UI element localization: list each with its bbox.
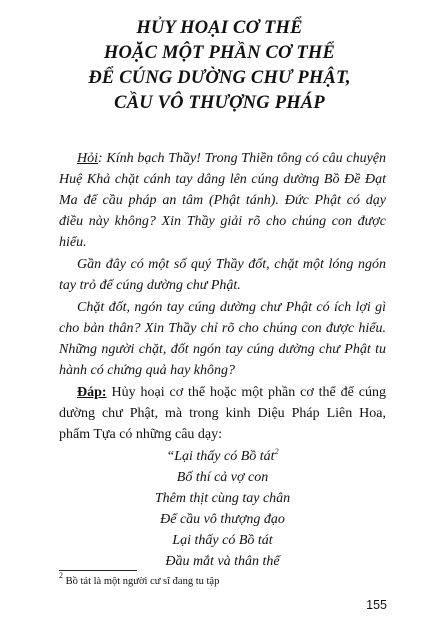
- footnote-ref: 2: [274, 447, 279, 456]
- question-paragraph: [59, 148, 386, 253]
- title-line-2: HOẶC MỘT PHẦN CƠ THỂ: [103, 43, 336, 63]
- title-line-4: CẦU VÔ THƯỢNG PHÁP: [114, 93, 325, 113]
- body-text: [59, 148, 386, 572]
- verse-line-4: Để cầu vô thượng đạo: [160, 512, 285, 527]
- verse-line-6: Đầu mắt và thân thể: [165, 554, 280, 569]
- footnote-number: 2: [59, 571, 63, 580]
- question-text: : Kính bạch Thầy! Trong Thiền tông có câu chuyện Huệ Khả chặt cánh tay dâng lên cúng dường Bồ Đề Đạt Ma để cầu pháp an tâm (Phật tánh). Đức Phật có dạy điều này không? Xin Thầy giải rõ cho chúng con được hiểu.: [59, 151, 386, 250]
- verse-line-3: Thêm thịt cùng tay chân: [154, 491, 291, 506]
- question-label: Hỏi: [77, 151, 98, 166]
- title-line-1: HỦY HOẠI CƠ THỂ: [136, 18, 303, 38]
- paragraph-1: Gần đây có một số quý Thầy đốt, chặt một lóng ngón tay trỏ để cúng dường chư Phật.: [59, 257, 386, 293]
- paragraph-2: Chặt đốt, ngón tay cúng dường chư Phật có ích lợi gì cho bản thân? Xin Thầy chỉ rõ cho chúng con được hiểu. Những người chặt, đốt ngón tay cúng dường chư Phật tu hành có chứng quả hay không?: [59, 300, 386, 378]
- answer-text: Hủy hoại cơ thể hoặc một phần cơ thể để cúng dường chư Phật, mà trong kinh Diệu Pháp Liên Hoa, phẩm Tựa có những câu dạy:: [59, 385, 386, 442]
- footnote: [59, 571, 220, 589]
- verse-line-5: Lại thấy có Bồ tát: [172, 533, 273, 548]
- answer-label: Đáp:: [77, 385, 107, 400]
- chapter-title: [40, 16, 399, 116]
- verse-line-1: [59, 446, 386, 467]
- verse-line-1-text: “Lại thấy có Bồ tát: [166, 449, 275, 464]
- verse-block: [59, 446, 386, 572]
- title-line-3: ĐỂ CÚNG DƯỜNG CHƯ PHẬT,: [88, 68, 351, 88]
- footnote-divider: [59, 570, 137, 571]
- page-number: 155: [366, 598, 387, 612]
- footnote-text: Bồ tát là một người cư sĩ đang tu tập: [63, 576, 220, 587]
- answer-paragraph: [59, 382, 386, 445]
- verse-line-2: Bố thí cả vợ con: [176, 470, 269, 485]
